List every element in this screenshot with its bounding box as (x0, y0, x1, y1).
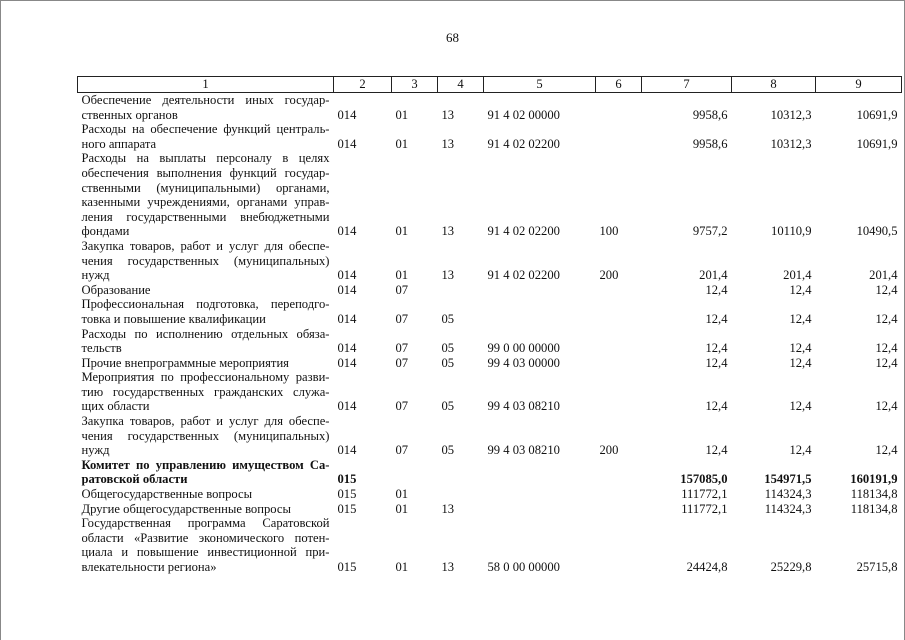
row-value-col9: 12,4 (875, 311, 898, 326)
row-code-subsection: 13 (441, 501, 455, 516)
row-name: Государственная программа Саратовской области «Развитие экономического потен-циала и повышение инвестиционной при-влекательности региона» (81, 516, 330, 574)
row-code-target: 99 4 03 08210 (487, 443, 560, 458)
row-value-col7: 9757,2 (692, 224, 728, 239)
row-code-subsection (438, 283, 484, 298)
row-value-col9: 12,4 (875, 399, 898, 414)
row-value-col7: 12,4 (705, 355, 728, 370)
row-code-section: 07 (395, 311, 409, 326)
row-value-col8: 12,4 (789, 443, 812, 458)
row-value-col7: 12,4 (705, 341, 728, 356)
row-code-expense-type (596, 327, 642, 356)
table-row (78, 414, 902, 458)
row-value-col8: 10312,3 (770, 107, 812, 122)
row-code-ministry: 014 (337, 443, 357, 458)
row-code-section: 01 (395, 107, 409, 122)
row-code-expense-type (596, 458, 642, 487)
row-value-col9: 118134,8 (850, 487, 898, 502)
row-code-ministry: 015 (337, 560, 357, 574)
row-value-col7: 111772,1 (681, 501, 728, 516)
row-code-section: 07 (395, 399, 409, 414)
row-code-subsection: 05 (441, 399, 455, 414)
column-header: 4 (438, 77, 484, 93)
row-code-section: 01 (395, 268, 409, 283)
row-name: Прочие внепрограммные мероприятия (81, 355, 289, 370)
table-row (78, 122, 902, 151)
row-value-col8: 12,4 (789, 399, 812, 414)
row-value-col7: 9958,6 (692, 136, 728, 151)
row-value-col7: 9958,6 (692, 107, 728, 122)
row-value-col8: 114324,3 (764, 487, 812, 502)
row-code-expense-type (596, 502, 642, 517)
row-value-col9: 10691,9 (856, 136, 898, 151)
row-code-section: 01 (395, 487, 409, 502)
row-code-subsection: 13 (441, 107, 455, 122)
row-name: Закупка товаров, работ и услуг для обеспе-чения государственных (муниципальных) нужд (81, 414, 330, 458)
column-header: 9 (816, 77, 902, 93)
row-code-expense-type (596, 516, 642, 574)
row-code-ministry: 015 (337, 487, 357, 502)
row-code-ministry: 014 (337, 282, 357, 297)
row-name: Расходы на обеспечение функций централь-ного аппарата (81, 122, 330, 151)
row-code-section: 07 (395, 282, 409, 297)
table-row (78, 151, 902, 239)
row-code-subsection: 13 (441, 560, 455, 574)
row-code-target: 91 4 02 02200 (487, 268, 560, 283)
row-value-col9: 12,4 (875, 282, 898, 297)
row-name: Расходы на выплаты персоналу в целях обеспечения выполнения функций государ-ственными (муниципальными) органами, казенными учреждениями, органами управ-ления государственными внебюджетными фондами (81, 151, 330, 239)
table-row (78, 487, 902, 502)
row-value-col8: 154971,5 (764, 472, 812, 487)
table-row (78, 516, 902, 574)
row-code-ministry: 014 (337, 341, 357, 356)
row-name: Комитет по управлению имуществом Са-ратовской области (81, 457, 330, 487)
column-header: 7 (642, 77, 732, 93)
row-name: Расходы по исполнению отдельных обяза-тельств (81, 326, 330, 356)
row-value-col9: 12,4 (875, 443, 898, 458)
table-row (78, 327, 902, 356)
row-value-col7: 12,4 (705, 311, 728, 326)
row-value-col8: 12,4 (789, 311, 812, 326)
row-code-section: 01 (395, 501, 409, 516)
row-value-col9: 201,4 (869, 268, 898, 283)
row-value-col8: 12,4 (789, 355, 812, 370)
row-code-ministry: 014 (337, 107, 357, 122)
row-name: Профессиональная подготовка, переподго-товка и повышение квалификации (81, 297, 330, 326)
row-code-subsection (438, 487, 484, 502)
row-code-target: 91 4 02 02200 (487, 136, 560, 151)
row-code-section: 07 (395, 341, 409, 356)
row-value-col9: 10490,5 (856, 224, 898, 239)
row-value-col7: 12,4 (705, 282, 728, 297)
row-code-target: 99 4 03 08210 (487, 399, 560, 414)
row-code-subsection (438, 458, 484, 487)
row-name: Другие общегосударственные вопросы (81, 501, 291, 516)
row-value-col8: 114324,3 (764, 501, 812, 516)
table-body (78, 93, 902, 575)
row-code-ministry: 014 (337, 136, 357, 151)
row-code-subsection: 05 (441, 311, 455, 326)
row-value-col9: 12,4 (875, 341, 898, 356)
row-code-target (484, 283, 596, 298)
row-value-col8: 12,4 (789, 341, 812, 356)
row-code-expense-type (596, 297, 642, 326)
row-code-subsection: 13 (441, 136, 455, 151)
row-code-section: 01 (395, 136, 409, 151)
row-value-col7: 12,4 (705, 399, 728, 414)
column-header: 1 (78, 77, 334, 93)
row-value-col9: 25715,8 (856, 560, 898, 574)
row-value-col9: 118134,8 (850, 501, 898, 516)
row-code-expense-type: 200 (599, 443, 619, 458)
table-row (78, 239, 902, 283)
row-code-ministry: 014 (337, 355, 357, 370)
row-value-col7: 111772,1 (681, 487, 728, 502)
column-header: 6 (596, 77, 642, 93)
row-name: Образование (81, 282, 151, 297)
row-name: Мероприятия по профессиональному разви-тию государственных гражданских служа-щих области (81, 370, 330, 414)
budget-table (77, 76, 902, 575)
row-code-section: 07 (395, 443, 409, 458)
row-code-target (484, 297, 596, 326)
page-number: 68 (446, 30, 459, 45)
row-code-ministry: 014 (337, 268, 357, 283)
row-value-col9: 160191,9 (850, 472, 898, 487)
row-name: Обеспечение деятельности иных государ-ственных органов (81, 93, 330, 122)
row-value-col9: 10691,9 (856, 107, 898, 122)
row-value-col9: 12,4 (875, 355, 898, 370)
table-header-row (78, 77, 902, 93)
table-row (78, 283, 902, 298)
row-value-col8: 10110,9 (771, 224, 812, 239)
row-value-col7: 24424,8 (686, 560, 728, 574)
column-header: 2 (334, 77, 392, 93)
row-code-subsection: 05 (441, 341, 455, 356)
row-name: Закупка товаров, работ и услуг для обеспе-чения государственных (муниципальных) нужд (81, 238, 330, 283)
row-code-section: 01 (395, 224, 409, 239)
row-code-target (484, 458, 596, 487)
row-code-subsection: 05 (441, 443, 455, 458)
row-code-ministry: 014 (337, 399, 357, 414)
row-value-col8: 12,4 (789, 282, 812, 297)
row-code-expense-type (596, 356, 642, 371)
row-value-col7: 157085,0 (680, 472, 728, 487)
row-code-ministry: 015 (337, 472, 357, 487)
row-name: Общегосударственные вопросы (81, 487, 253, 502)
row-code-target: 91 4 02 00000 (487, 107, 560, 122)
row-value-col8: 10312,3 (770, 136, 812, 151)
row-code-ministry: 015 (337, 501, 357, 516)
row-code-subsection: 13 (441, 224, 455, 239)
row-code-ministry: 014 (337, 224, 357, 239)
row-code-ministry: 014 (337, 311, 357, 326)
table-row (78, 297, 902, 326)
row-code-expense-type (596, 487, 642, 502)
column-header: 8 (732, 77, 816, 93)
row-code-expense-type: 200 (599, 268, 619, 283)
row-code-target: 99 0 00 00000 (487, 341, 560, 356)
row-code-expense-type (596, 122, 642, 151)
row-code-expense-type (596, 283, 642, 298)
row-code-expense-type (596, 93, 642, 123)
column-header: 5 (484, 77, 596, 93)
table-row (78, 458, 902, 487)
table-row (78, 370, 902, 414)
table-row (78, 502, 902, 517)
page-edge-top (0, 0, 905, 1)
row-code-section (392, 458, 438, 487)
table-row (78, 356, 902, 371)
row-code-subsection: 05 (441, 355, 455, 370)
row-value-col7: 201,4 (699, 268, 728, 283)
row-code-section: 07 (395, 355, 409, 370)
row-code-subsection: 13 (441, 268, 455, 283)
row-value-col7: 12,4 (705, 443, 728, 458)
row-code-target: 99 4 03 00000 (487, 355, 560, 370)
column-header: 3 (392, 77, 438, 93)
row-value-col8: 25229,8 (770, 560, 812, 574)
row-code-target: 58 0 00 00000 (487, 560, 560, 574)
row-code-section: 01 (395, 560, 409, 574)
table-row (78, 93, 902, 123)
row-code-target (484, 487, 596, 502)
row-code-expense-type: 100 (599, 224, 619, 239)
row-value-col8: 201,4 (783, 268, 812, 283)
row-code-target: 91 4 02 02200 (487, 224, 560, 239)
row-code-expense-type (596, 370, 642, 414)
row-code-target (484, 502, 596, 517)
page-edge-left (0, 0, 1, 640)
